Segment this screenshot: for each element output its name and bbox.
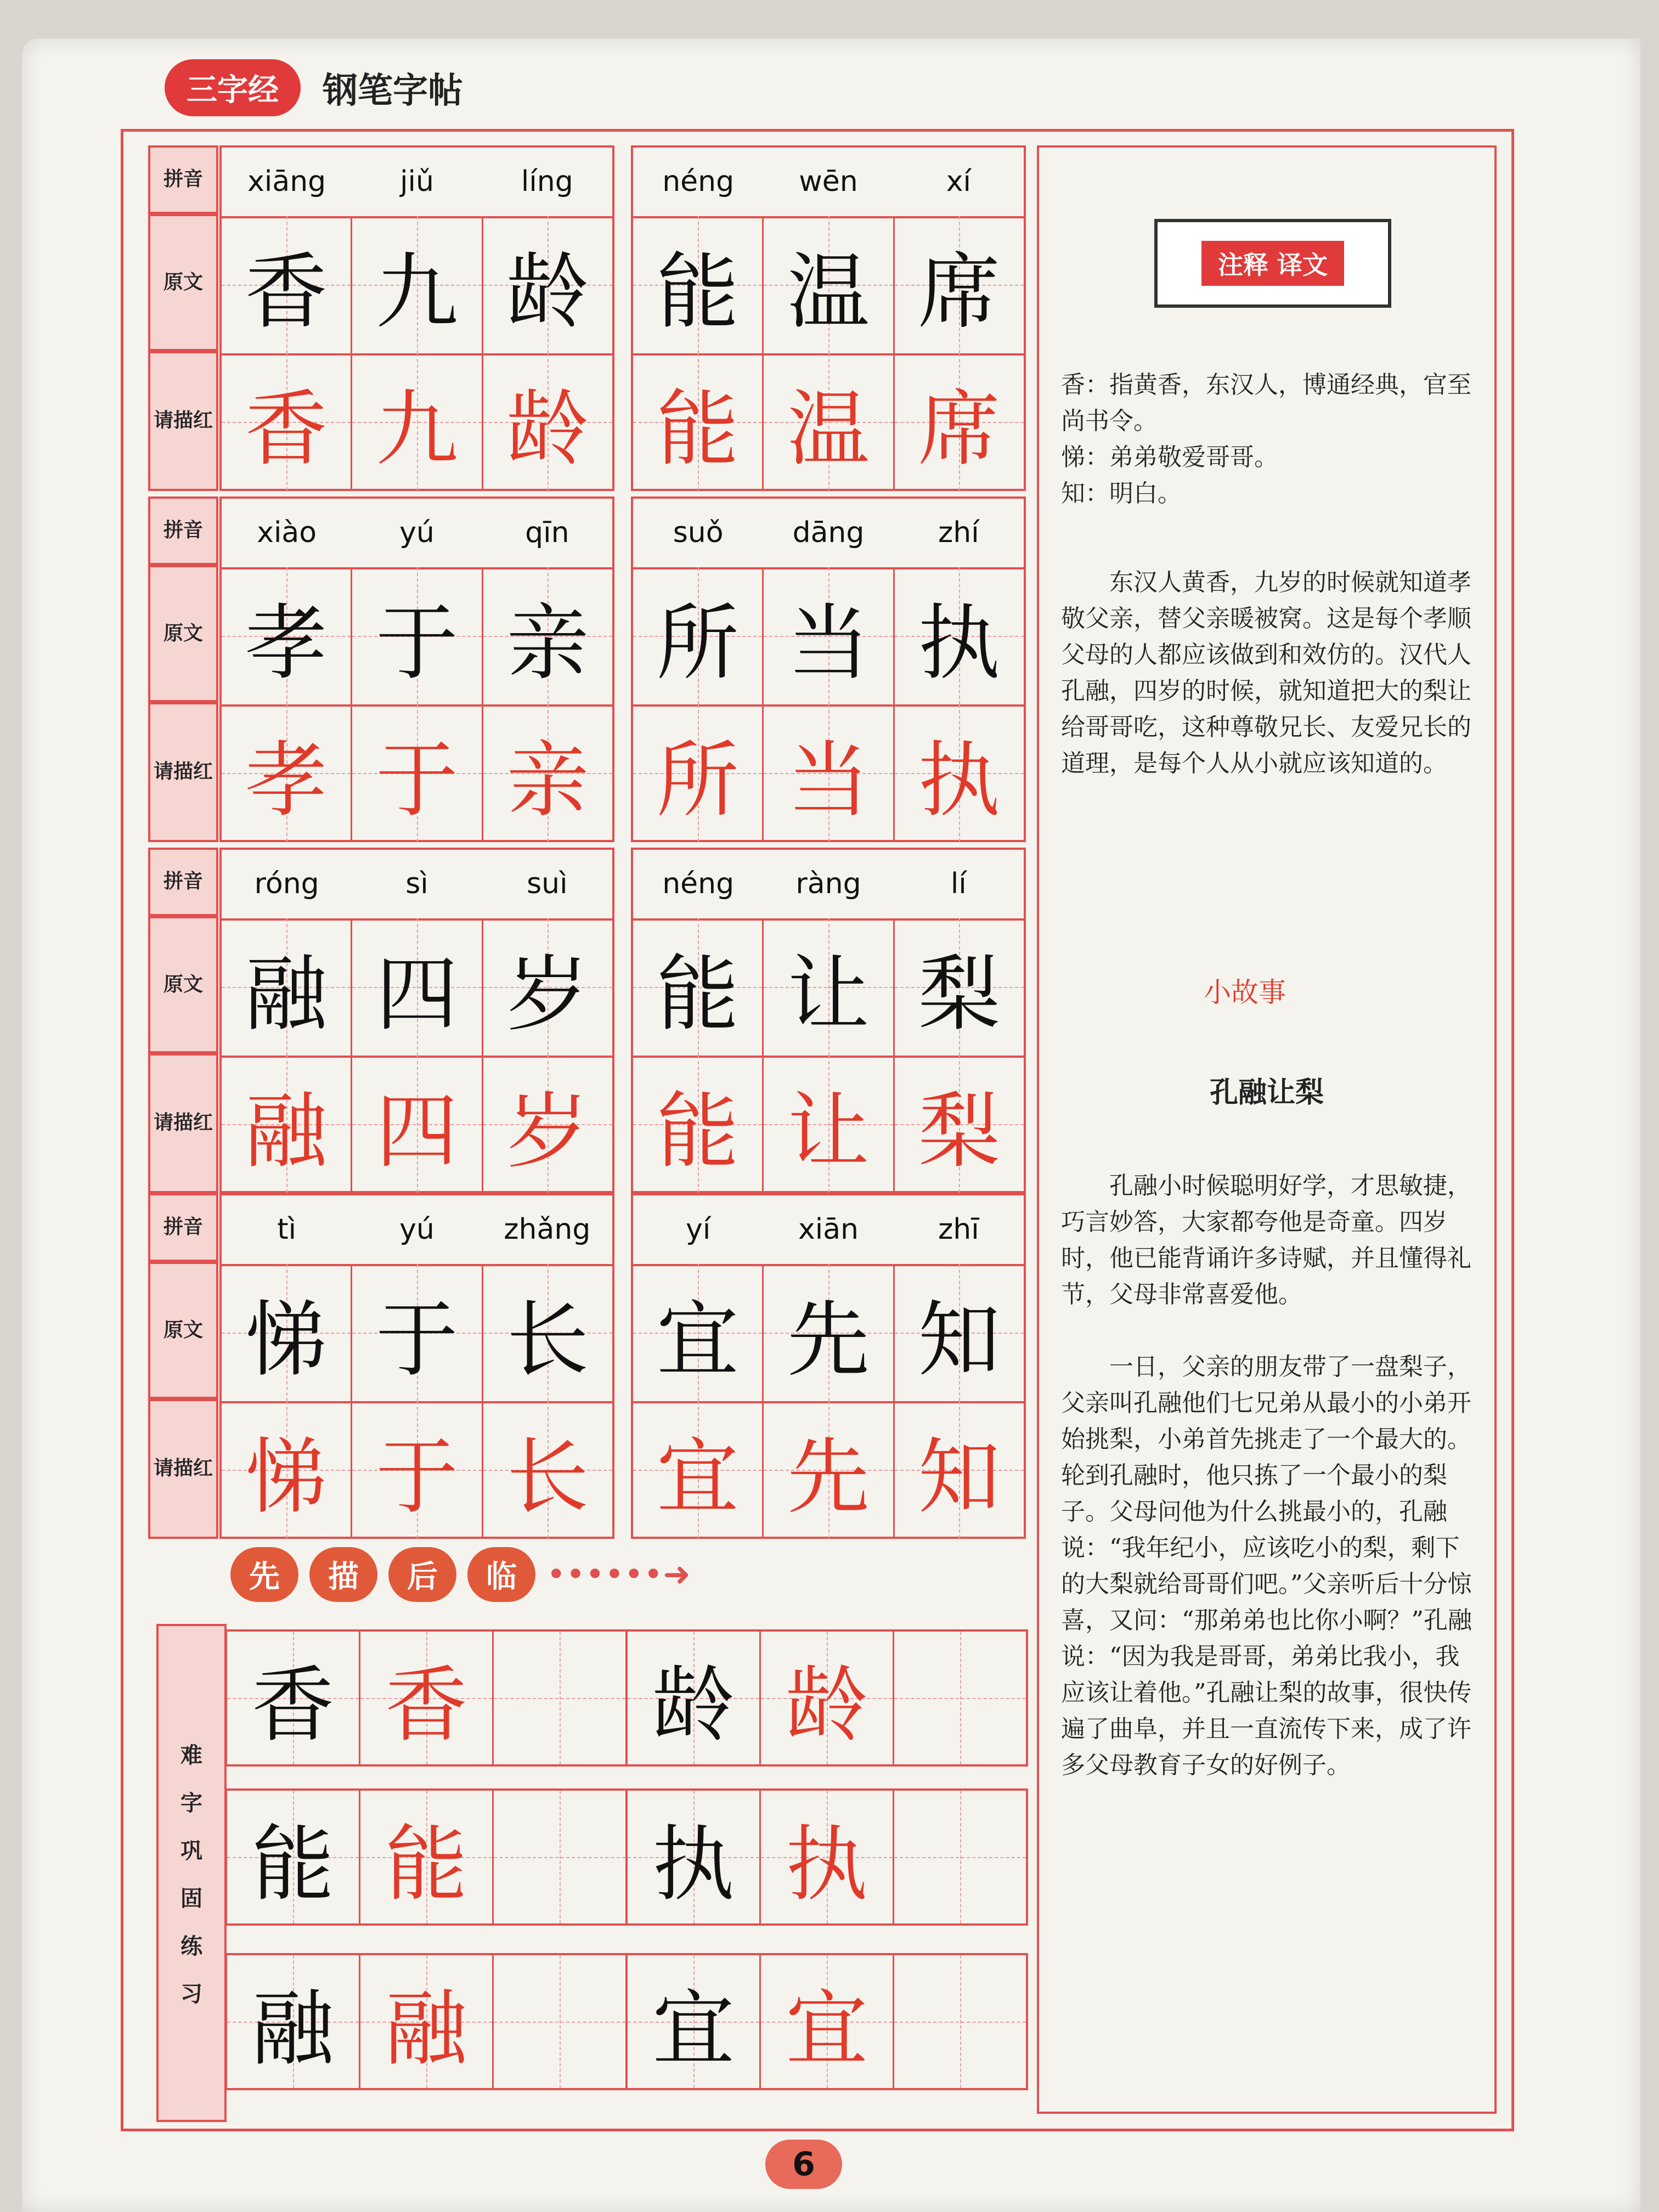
pinyin: xí (946, 165, 971, 198)
practice-cell (761, 1791, 894, 1923)
notes-scroll-banner (1154, 219, 1391, 308)
char-cell (895, 704, 1024, 842)
trace-char: 知 (918, 1430, 1001, 1525)
book-badge: 三字经 (165, 59, 301, 116)
banner-char: 先 (230, 1547, 298, 1602)
original-char: 悌 (245, 1293, 328, 1388)
trace-char: 温 (787, 382, 870, 477)
row-label: 拼音 (148, 496, 218, 565)
char-cell (352, 1401, 483, 1538)
row-label: 拼音 (148, 1193, 218, 1262)
char-cell (633, 353, 764, 490)
pinyin: róng (254, 867, 319, 900)
practice-cell (628, 1632, 761, 1764)
original-char: 能 (656, 245, 739, 340)
trace-row (633, 1056, 1024, 1193)
notes-title: 注释 译文 (1201, 241, 1344, 286)
practice-row (625, 1953, 1028, 2090)
row-label: 原文 (148, 916, 218, 1053)
original-char: 当 (787, 596, 870, 691)
trace-char: 龄 (785, 1658, 868, 1753)
original-row (222, 567, 612, 707)
trace-char: 梨 (918, 1084, 1001, 1180)
row-label: 原文 (148, 214, 218, 351)
trace-char: 亲 (506, 733, 589, 828)
pinyin: líng (521, 165, 573, 198)
pinyin: zhī (938, 1213, 979, 1246)
annotation-3: 知：明白。 (1061, 479, 1182, 507)
model-char: 宜 (652, 1982, 735, 2077)
char-cell (352, 216, 483, 353)
practice-cell[interactable] (894, 1632, 1026, 1764)
char-cell (222, 704, 352, 842)
practice-cell[interactable] (894, 1955, 1026, 2088)
original-char: 所 (656, 596, 739, 691)
trace-row (633, 353, 1024, 490)
pinyin: zhǎng (504, 1213, 591, 1246)
char-cell (633, 1056, 764, 1193)
pinyin-row (222, 148, 612, 218)
original-char: 长 (506, 1293, 589, 1388)
pinyin: jiǔ (400, 165, 434, 198)
pinyin: xiāng (247, 165, 326, 198)
char-cell (222, 918, 352, 1056)
original-char: 知 (918, 1293, 1001, 1388)
trace-row (222, 704, 612, 842)
practice-cell[interactable] (494, 1955, 625, 2088)
original-row (633, 216, 1024, 356)
model-char: 融 (251, 1982, 334, 2077)
story-title: 孔融让梨 (1209, 1076, 1324, 1109)
practice-cell[interactable] (494, 1791, 625, 1923)
original-char: 执 (918, 596, 1001, 691)
original-row (633, 1264, 1024, 1403)
original-char: 亲 (506, 596, 589, 691)
pinyin: xiān (798, 1213, 859, 1246)
pinyin: qīn (525, 516, 569, 549)
original-row (633, 918, 1024, 1058)
practice-row (625, 1629, 1028, 1767)
trace-char: 于 (375, 1430, 458, 1525)
pinyin: yú (399, 516, 435, 549)
char-cell (222, 1264, 352, 1401)
banner-char: 描 (309, 1547, 377, 1602)
char-cell (483, 1056, 612, 1193)
verse-block (148, 145, 1026, 491)
char-cell (352, 353, 483, 490)
annotation-2: 悌：弟弟敬爱哥哥。 (1061, 443, 1278, 471)
trace-char: 席 (918, 382, 1001, 477)
trace-char: 先 (787, 1430, 870, 1525)
char-cell (633, 704, 764, 842)
pinyin-row (633, 148, 1024, 218)
original-char: 梨 (918, 947, 1001, 1042)
char-cell (483, 704, 612, 842)
char-cell (352, 1056, 483, 1193)
practice-label-char: 字 (180, 1791, 202, 1816)
original-row (633, 567, 1024, 707)
practice-label-char: 习 (180, 1982, 202, 2007)
trace-char: 于 (375, 733, 458, 828)
verse-block (148, 848, 1026, 1193)
char-cell (764, 704, 894, 842)
pinyin: lí (950, 867, 967, 900)
pinyin: néng (662, 867, 735, 900)
original-char: 香 (245, 245, 328, 340)
char-cell (764, 567, 894, 704)
char-cell (352, 918, 483, 1056)
char-cell (764, 353, 894, 490)
banner-char: 临 (467, 1547, 535, 1602)
char-cell (895, 1264, 1024, 1401)
trace-char: 能 (385, 1817, 467, 1912)
pinyin: wēn (799, 165, 858, 198)
pinyin: dāng (792, 516, 865, 549)
char-cell (483, 567, 612, 704)
original-row (222, 216, 612, 356)
original-char: 龄 (506, 245, 589, 340)
row-label: 请描红 (148, 351, 218, 491)
practice-cell[interactable] (894, 1791, 1026, 1923)
pinyin: néng (662, 165, 735, 198)
practice-cell (360, 1791, 494, 1923)
pinyin-row (633, 1195, 1024, 1266)
pinyin: sì (405, 867, 428, 900)
original-char: 能 (656, 947, 739, 1042)
practice-row (225, 1953, 628, 2090)
char-group-right (631, 848, 1026, 1193)
practice-row (225, 1788, 628, 1926)
original-char: 让 (787, 947, 870, 1042)
pinyin-row (222, 499, 612, 569)
model-char: 龄 (652, 1658, 735, 1753)
original-char: 九 (375, 245, 458, 340)
practice-cell (227, 1791, 360, 1923)
trace-char: 当 (787, 733, 870, 828)
pinyin: yí (686, 1213, 711, 1246)
char-cell (895, 918, 1024, 1056)
translation-text: 东汉人黄香，九岁的时候就知道孝敬父亲，替父亲暖被窝。这是每个孝顺父母的人都应该做到和效仿的。汉代人孔融，四岁的时候，就知道把大的梨让给哥哥吃，这种尊敬兄长、友爱兄长的道理，是每个人从小就应该知道的。 (1061, 568, 1471, 777)
trace-row (222, 1401, 612, 1538)
page-number: 6 (765, 2140, 842, 2189)
practice-label-char: 难 (180, 1743, 202, 1768)
header-title: 钢笔字帖 (323, 71, 463, 111)
trace-row (633, 1401, 1024, 1538)
char-cell (764, 918, 894, 1056)
pinyin-row (633, 499, 1024, 569)
trace-char: 四 (375, 1084, 458, 1180)
trace-char: 宜 (656, 1430, 739, 1525)
char-cell (222, 1401, 352, 1538)
practice-cell (761, 1632, 894, 1764)
row-label: 请描红 (148, 1399, 218, 1539)
story-paragraph-2: 一日，父亲的朋友带了一盘梨子，父亲叫孔融他们七兄弟从最小的小弟开始挑梨，小弟首先挑走了一个最大的。轮到孔融时，他只拣了一个最小的梨子。父母问他为什么挑最小的，孔融说：“我年纪小，应该吃小的梨，剩下的大梨就给哥哥们吧。”父亲听后十分惊喜，又问：“那弟弟也比你小啊？”孔融说：“因为我是哥哥，弟弟比我小，我应该让着他。”孔融让梨的故事，很快传遍了曲阜，并且一直流传下来，成了许多父母教育子女的好例子。 (1061, 1353, 1472, 1779)
trace-char: 执 (918, 733, 1001, 828)
practice-row (225, 1629, 628, 1767)
char-cell (222, 353, 352, 490)
original-char: 于 (375, 1293, 458, 1388)
model-char: 执 (652, 1817, 735, 1912)
char-group-right (631, 145, 1026, 491)
char-cell (895, 1056, 1024, 1193)
practice-label-char: 练 (180, 1934, 202, 1959)
trace-char: 香 (385, 1658, 467, 1753)
trace-char: 悌 (245, 1430, 328, 1525)
story-paragraph-1: 孔融小时候聪明好学，才思敏捷，巧言妙答，大家都夸他是奇童。四岁时，他已能背诵许多诗赋，并且懂得礼节，父母非常喜爱他。 (1061, 1172, 1471, 1308)
char-cell (633, 216, 764, 353)
row-label: 请描红 (148, 702, 218, 842)
row-label: 拼音 (148, 848, 218, 916)
trace-char: 宜 (785, 1982, 868, 2077)
char-cell (764, 1264, 894, 1401)
char-cell (764, 1056, 894, 1193)
char-cell (633, 1264, 764, 1401)
char-cell (895, 567, 1024, 704)
char-cell (483, 1264, 612, 1401)
trace-char: 让 (787, 1084, 870, 1180)
pinyin: suì (527, 867, 568, 900)
verse-block (148, 496, 1026, 842)
char-cell (483, 1401, 612, 1538)
row-label: 原文 (148, 565, 218, 702)
char-cell (633, 567, 764, 704)
char-group-left (219, 848, 614, 1193)
pinyin-row (222, 1195, 612, 1266)
verse-block (148, 1193, 1026, 1539)
original-row (222, 1264, 612, 1403)
trace-char: 融 (245, 1084, 328, 1180)
trace-char: 长 (506, 1430, 589, 1525)
notes-panel (1037, 145, 1497, 2114)
pinyin-row (633, 850, 1024, 921)
original-char: 融 (245, 947, 328, 1042)
trace-char: 能 (656, 1084, 739, 1180)
char-cell (352, 704, 483, 842)
char-cell (222, 567, 352, 704)
annotation-1: 香：指黄香，东汉人，博通经典，官至尚书令。 (1061, 371, 1471, 435)
model-char: 能 (251, 1817, 334, 1912)
trace-char: 融 (385, 1982, 467, 2077)
char-cell (222, 216, 352, 353)
original-char: 四 (375, 947, 458, 1042)
trace-row (222, 1056, 612, 1193)
char-cell (352, 1264, 483, 1401)
char-cell (222, 1056, 352, 1193)
pinyin-row (222, 850, 612, 921)
trace-char: 孝 (245, 733, 328, 828)
page-header (165, 55, 463, 121)
original-char: 先 (787, 1293, 870, 1388)
trace-char: 龄 (506, 382, 589, 477)
trace-char: 能 (656, 382, 739, 477)
original-char: 岁 (506, 947, 589, 1042)
original-char: 席 (918, 245, 1001, 340)
original-char: 温 (787, 245, 870, 340)
char-group-right (631, 1193, 1026, 1539)
practice-cell (360, 1955, 494, 2088)
trace-char: 执 (785, 1817, 868, 1912)
original-char: 于 (375, 596, 458, 691)
story-heading: 小故事 (1204, 977, 1286, 1008)
trace-char: 岁 (506, 1084, 589, 1180)
char-cell (633, 918, 764, 1056)
practice-cell[interactable] (494, 1632, 625, 1764)
trace-char: 所 (656, 733, 739, 828)
practice-label-char: 巩 (180, 1838, 202, 1864)
char-group-right (631, 496, 1026, 842)
char-cell (764, 216, 894, 353)
char-cell (895, 353, 1024, 490)
practice-cell (227, 1955, 360, 2088)
char-cell (895, 216, 1024, 353)
row-label: 原文 (148, 1262, 218, 1399)
char-group-left (219, 145, 614, 491)
trace-char: 香 (245, 382, 328, 477)
char-cell (895, 1401, 1024, 1538)
char-cell (764, 1401, 894, 1538)
char-cell (483, 216, 612, 353)
practice-row (625, 1788, 1028, 1926)
row-label: 请描红 (148, 1053, 218, 1193)
practice-label-char: 固 (180, 1886, 202, 1911)
original-row (222, 918, 612, 1058)
pinyin: yú (399, 1213, 435, 1246)
char-cell (483, 918, 612, 1056)
pinyin: tì (277, 1213, 297, 1246)
practice-cell (628, 1955, 761, 2088)
original-char: 宜 (656, 1293, 739, 1388)
pinyin: xiào (257, 516, 317, 549)
practice-cell (761, 1955, 894, 2088)
practice-label (156, 1624, 227, 2122)
trace-then-copy-banner (230, 1547, 691, 1602)
pinyin: ràng (795, 867, 861, 900)
char-cell (633, 1401, 764, 1538)
trace-row (222, 353, 612, 490)
practice-cell (360, 1632, 494, 1764)
char-group-left (219, 1193, 614, 1539)
practice-cell (628, 1791, 761, 1923)
row-label: 拼音 (148, 145, 218, 214)
banner-char: 后 (388, 1547, 456, 1602)
char-cell (483, 353, 612, 490)
arrow-icon: ••••••➜ (546, 1555, 691, 1594)
model-char: 香 (251, 1658, 334, 1753)
practice-cell (227, 1632, 360, 1764)
original-char: 孝 (245, 596, 328, 691)
trace-char: 九 (375, 382, 458, 477)
pinyin: zhí (938, 516, 979, 549)
char-cell (352, 567, 483, 704)
pinyin: suǒ (673, 516, 724, 549)
trace-row (633, 704, 1024, 842)
char-group-left (219, 496, 614, 842)
